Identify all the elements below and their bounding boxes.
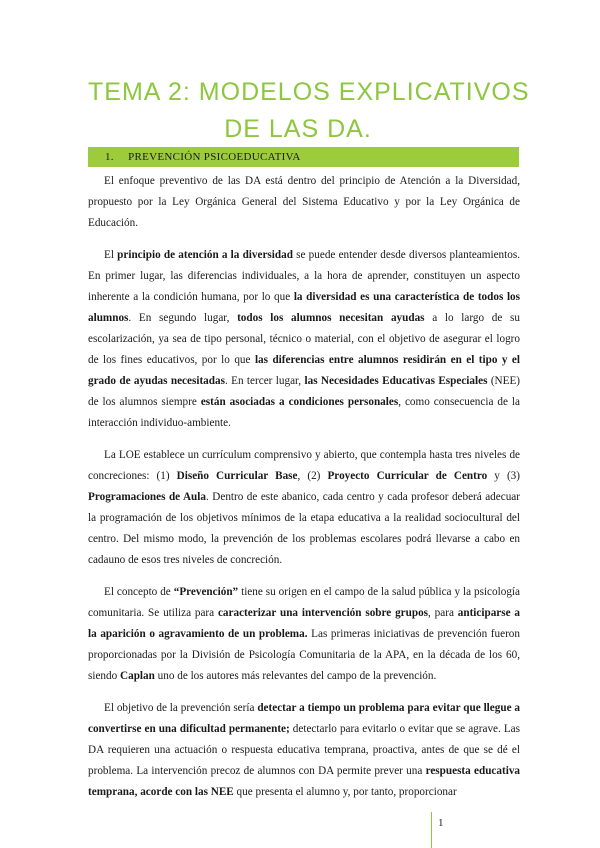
bold-phrase: detectar a tiempo un problema para evitar que llegue a convertirse en una dificultad permanente; bbox=[88, 702, 520, 735]
paragraph-2 bbox=[88, 245, 520, 434]
bold-phrase: “Prevención” bbox=[173, 586, 239, 598]
text-run: tiene su origen en el campo de la salud pública y la psicología comunitaria. Se utiliza para bbox=[88, 586, 520, 619]
footer-divider bbox=[431, 812, 432, 848]
text-run: , (2) bbox=[297, 470, 328, 482]
bold-phrase: Programaciones de Aula bbox=[88, 491, 206, 503]
text-run: . En tercer lugar, bbox=[224, 375, 305, 387]
bold-phrase: Proyecto Curricular de Centro bbox=[327, 470, 488, 482]
text-run: uno de los autores más relevantes del campo de la prevención. bbox=[154, 670, 437, 682]
section-label: PREVENCIÓN PSICOEDUCATIVA bbox=[128, 151, 301, 163]
text-run: Las primeras iniciativas de prevención fueron proporcionadas por la División de Psicología Comunitaria de la APA, en la década de los 60, siendo bbox=[88, 628, 520, 682]
paragraph-1 bbox=[88, 171, 520, 234]
section-heading bbox=[88, 147, 519, 167]
bold-phrase: todos los alumnos necesitan ayudas bbox=[237, 312, 425, 324]
text-run: , para bbox=[428, 607, 458, 619]
text-run: y (3) bbox=[487, 470, 520, 482]
bold-phrase: anticiparse a la aparición o agravamiento de un problema. bbox=[88, 607, 521, 640]
text-run: que presenta el alumno y, por tanto, proporcionar bbox=[233, 786, 457, 798]
text-run: . En segundo lugar, bbox=[128, 312, 238, 324]
text-run: El concepto de bbox=[104, 586, 174, 598]
text-run: La LOE establece un currículum comprensivo y abierto, que contempla hasta tres niveles de concreciones: (1) bbox=[88, 449, 520, 482]
paragraph-5 bbox=[88, 698, 520, 803]
text-run: detectarlo para evitarlo o evitar que se agrave. Las DA requieren una actuación o respuesta educativa temprana, proactiva, antes de que se dé el problema. La intervención precoz de alumnos con DA permite prever una bbox=[88, 723, 521, 777]
text-run: . Dentro de este abanico, cada centro y cada profesor deberá adecuar la programación de los objetivos mínimos de la etapa educativa a la realidad sociocultural del centro. Del mismo modo, la prevención de los problemas escolares podrá llevarse a cabo en cadauno de esos tres niveles de concreción. bbox=[88, 491, 520, 566]
text-run: El enfoque preventivo de las DA está dentro del principio de Atención a la Diversidad, propuesto por la Ley Orgánica General del Sistema Educativo y por la Ley Orgánica de Educación. bbox=[88, 175, 520, 229]
bold-phrase: Caplan bbox=[120, 670, 155, 682]
page-title bbox=[88, 74, 530, 148]
bold-phrase: Diseño Curricular Base bbox=[176, 470, 298, 482]
bold-phrase: la diversidad es una característica de todos los alumnos bbox=[88, 291, 520, 324]
body-text bbox=[88, 171, 520, 814]
bold-phrase: respuesta educativa temprana, acorde con las NEE bbox=[88, 765, 521, 798]
bold-phrase: están asociadas a condiciones personales bbox=[200, 396, 399, 408]
bold-phrase: las Necesidades Educativas Especiales bbox=[304, 375, 488, 387]
bold-phrase: las diferencias entre alumnos residirán en el tipo y el grado de ayudas necesitadas bbox=[88, 354, 520, 387]
section-number: 1. bbox=[105, 151, 114, 163]
bold-phrase: caracterizar una intervención sobre grupos bbox=[217, 607, 429, 619]
text-run: El bbox=[104, 249, 118, 261]
title-line-2: DE LAS DA. bbox=[224, 115, 372, 143]
paragraph-3 bbox=[88, 445, 520, 571]
text-run: (NEE) de los alumnos siempre bbox=[88, 375, 521, 408]
bold-phrase: principio de atención a la diversidad bbox=[117, 249, 293, 261]
text-run: se puede entender desde diversos planteamientos. En primer lugar, las diferencias individuales, a la hora de aprender, constituyen un aspecto inherente a la condición humana, por lo que bbox=[88, 249, 520, 303]
paragraph-4 bbox=[88, 582, 520, 687]
text-run: El objetivo de la prevención sería bbox=[104, 702, 258, 714]
page-number: 1 bbox=[438, 817, 444, 829]
text-run: a lo largo de su escolarización, ya sea de tipo personal, técnico o material, con el objetivo de asegurar el logro de los fines educativos, por lo que bbox=[88, 312, 520, 366]
title-line-1: TEMA 2: MODELOS EXPLICATIVOS bbox=[88, 78, 530, 106]
text-run: , como consecuencia de la interacción individuo-ambiente. bbox=[88, 396, 520, 429]
